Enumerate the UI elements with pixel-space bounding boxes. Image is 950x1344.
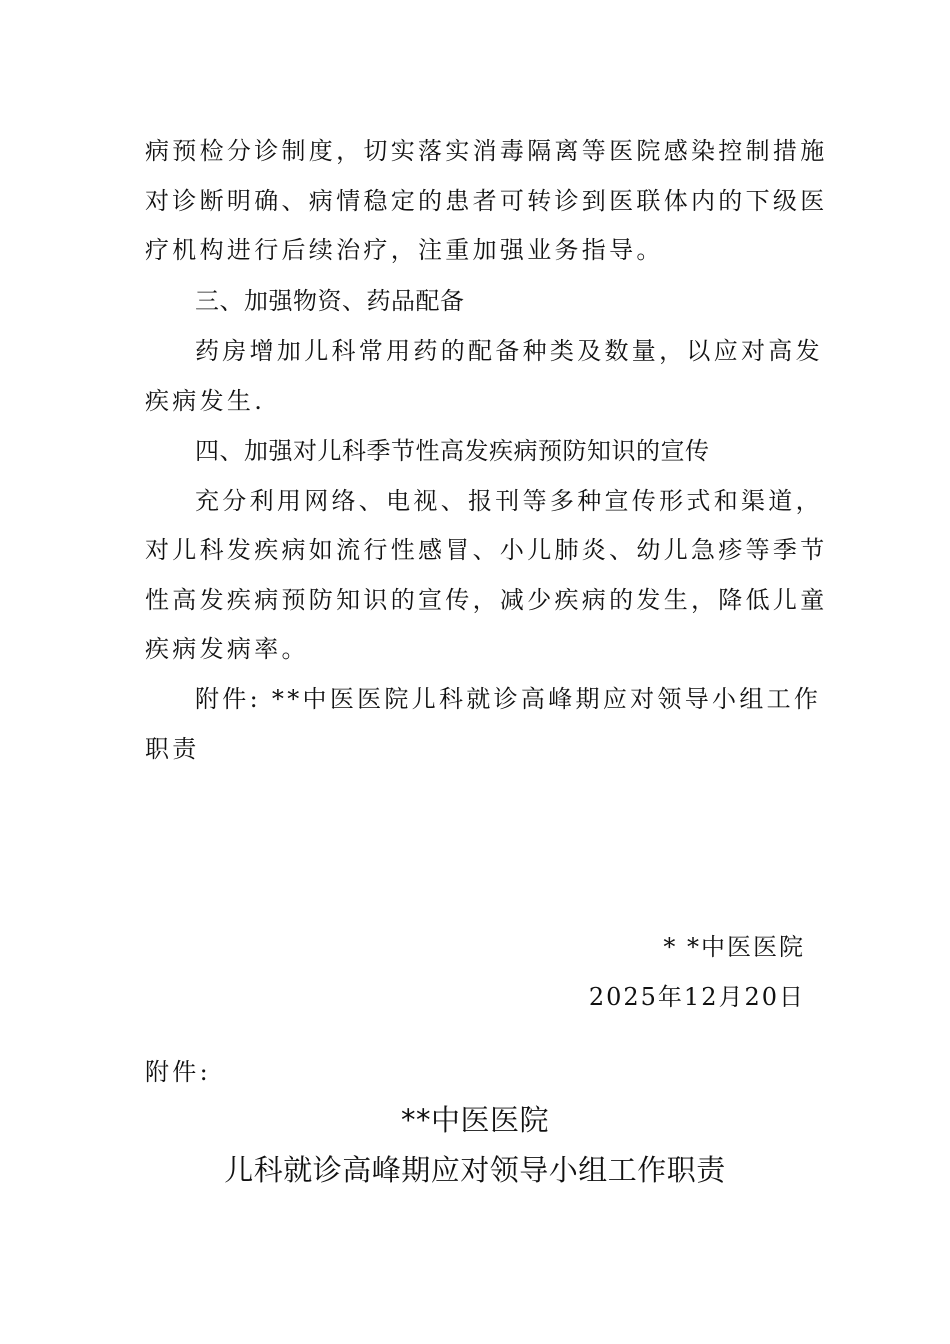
signature-organization: * *中医医院 bbox=[663, 933, 805, 961]
paragraph-line: 疾病发病率。 bbox=[145, 635, 309, 663]
attachment-note-line: 职责 bbox=[145, 735, 200, 763]
section-heading-4: 四、加强对儿科季节性高发疾病预防知识的宣传 bbox=[195, 437, 710, 465]
paragraph-line: 病预检分诊制度，切实落实消毒隔离等医院感染控制措施 bbox=[145, 137, 828, 165]
paragraph-line: 性高发疾病预防知识的宣传，减少疾病的发生，降低儿童 bbox=[145, 586, 828, 614]
attachment-label: 附件: bbox=[145, 1058, 211, 1086]
signature-date: 2025年12月20日 bbox=[588, 983, 805, 1011]
attachment-title: **中医医院 bbox=[400, 1103, 549, 1137]
section-heading-3: 三、加强物资、药品配备 bbox=[195, 287, 465, 315]
paragraph-line: 疗机构进行后续治疗，注重加强业务指导。 bbox=[145, 236, 664, 264]
attachment-note-line: 附件: **中医医院儿科就诊高峰期应对领导小组工作 bbox=[195, 685, 822, 713]
paragraph-line: 药房增加儿科常用药的配备种类及数量，以应对高发 bbox=[195, 337, 823, 365]
paragraph-line: 疾病发生. bbox=[145, 387, 266, 415]
paragraph-line: 充分利用网络、电视、报刊等多种宣传形式和渠道， bbox=[195, 487, 823, 515]
paragraph-line: 对诊断明确、病情稳定的患者可转诊到医联体内的下级医 bbox=[145, 187, 828, 215]
attachment-subtitle: 儿科就诊高峰期应对领导小组工作职责 bbox=[224, 1153, 726, 1187]
paragraph-line: 对儿科发疾病如流行性感冒、小儿肺炎、幼儿急疹等季节 bbox=[145, 536, 828, 564]
